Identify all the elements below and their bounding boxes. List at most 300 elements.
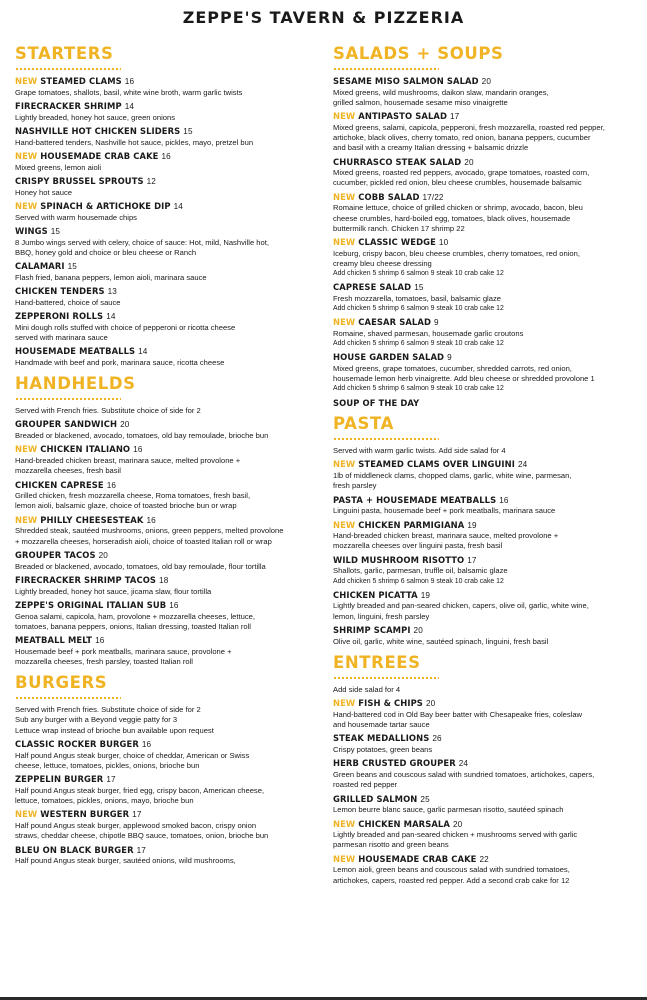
description-line: Romaine, shaved parmesan, housemade garlic croutons [333,328,524,338]
section-title: ENTREES [333,652,421,672]
section-title: PASTA [333,414,394,434]
item-description [15,88,315,98]
item-price: 24 [458,759,469,769]
description-line: Handmade with beef and pork, marinara sauce, ricotta cheese [15,357,225,367]
item-name: PHILLY CHEESESTEAK [40,514,144,525]
menu-item-crispy-brussel-sprouts [15,176,315,198]
item-price: 20 [413,626,423,636]
item-description [15,163,315,173]
item-price: 15 [50,226,61,236]
item-description [15,188,315,198]
menu-item-steamed-clams-over-linguini [333,459,633,491]
item-price: 14 [173,201,183,211]
item-price: 17 [136,845,146,855]
description-line: Half pound Angus steak burger, fried egg, crispy bacon, American cheese, [15,785,265,795]
description-line: Crispy potatoes, green beans [333,744,433,754]
description-line: and housemade tartar sauce [333,720,430,729]
item-name: ANTIPASTO SALAD [358,111,448,122]
item-name: SPINACH & ARTICHOKE DIP [40,200,171,211]
description-line: lettuce, tomatoes, pickles, onions, mayo, brioche bun [15,795,194,805]
item-heading [15,201,315,213]
menu-item-firecracker-shrimp-tacos [15,575,315,597]
item-name: ZEPPERONI ROLLS [15,311,104,322]
item-price: 17/22 [422,192,444,202]
new-badge: NEW [333,191,356,202]
item-description [15,431,315,441]
item-description [15,238,315,258]
item-price: 20 [481,77,491,86]
item-name: STEAK MEDALLIONS [333,733,430,744]
description-line: mozzarella cheeses, fresh basil [15,466,121,476]
item-name: HOUSEMADE MEATBALLS [15,346,136,357]
description-line: parmesan risotto and green beans [333,840,449,850]
item-addons: Add chicken 5 shrimp 6 salmon 9 steak 10 crab cake 12 [333,340,504,348]
item-price: 19 [420,590,431,600]
description-line: mozzarella cheeses, fresh parsley, toasted Italian roll [15,656,193,666]
item-description [15,456,315,476]
menu-item-firecracker-shrimp [15,101,315,123]
description-line: BBQ, honey gold and choice or bleu cheese or Ranch [15,247,197,257]
description-line: and basil with a creamy Italian dressing + balsamic drizzle [333,143,529,153]
item-name: BLEU ON BLACK BURGER [15,844,134,855]
item-description [333,745,633,755]
menu-item-chicken-caprese [15,480,315,512]
item-addons: Add chicken 5 shrimp 6 salmon 9 steak 10 crab cake 12 [333,577,504,585]
item-name: SESAME MISO SALMON SALAD [333,76,479,86]
section-pasta [333,414,633,647]
item-heading [333,495,633,507]
item-heading [333,794,633,806]
new-badge: NEW [333,818,356,829]
menu-item-caprese-salad [333,282,633,314]
description-line: artichokes, capers, roasted red pepper. Add a second crab cake for 12 [333,875,570,885]
dotted-divider [333,67,439,71]
item-name: COBB SALAD [358,191,420,202]
item-description [15,751,315,771]
item-name: STEAMED CLAMS [40,76,122,86]
item-name: STEAMED CLAMS OVER LINGUINI [358,459,515,470]
description-line: Linguini pasta, housemade beef + pork meatballs, marinara sauce [333,506,556,516]
item-description [15,273,315,283]
description-line: Half pound Angus steak burger, sautéed onions, wild mushrooms, [15,856,236,866]
menu-item-grouper-sandwich [15,419,315,441]
item-name: CHICKEN PARMIGIANA [358,519,465,530]
item-heading [15,419,315,431]
item-heading [15,311,315,323]
item-description [333,805,633,815]
description-line: lemon aioli, balsamic glaze, choice of toasted brioche bun or wrap [15,501,237,511]
item-description [15,491,315,511]
item-price: 20 [98,550,108,560]
menu-item-grouper-tacos [15,550,315,572]
item-heading [15,515,315,527]
right-menu-column [333,44,633,892]
item-heading [15,550,315,562]
description-line: Hand-battered tenders, Nashville hot sauce, pickles, mayo, pretzel bun [15,137,254,147]
item-description [333,88,633,108]
description-line: Lightly breaded, honey hot sauce, green onions [15,112,176,122]
item-heading [15,480,315,492]
item-heading [15,101,315,113]
item-heading [15,845,315,857]
description-line: Mixed greens, lemon aioli [15,162,102,172]
item-heading [15,126,315,138]
menu-item-classic-wedge [333,237,633,279]
menu-item-chicken-parmigiana [333,520,633,552]
item-description [333,566,633,576]
item-price: 16 [124,77,135,86]
new-badge: NEW [333,111,356,122]
section-entrees [333,653,633,886]
description-line: Flash fried, banana peppers, lemon aioli, marinara sauce [15,272,207,282]
item-name: SHRIMP SCAMPI [333,625,411,636]
section-note: Served with French fries. Substitute choice of side for 2 [15,705,201,715]
item-heading [333,555,633,567]
item-price: 14 [124,101,134,111]
item-price: 17 [106,775,116,785]
menu-item-housemade-crab-cake [333,854,633,886]
section-title: SALADS + SOUPS [333,44,504,63]
item-description [333,601,633,621]
description-line: Lightly breaded, honey hot sauce, jicama slaw, flour tortilla [15,586,212,596]
menu-item-chicken-tenders [15,286,315,308]
description-line: Hand-breaded chicken breast, marinara sauce, melted provolone + [15,456,241,466]
item-price: 15 [183,126,193,136]
item-addons: Add chicken 5 shrimp 6 salmon 9 steak 10 crab cake 12 [333,305,504,313]
menu-item-grilled-salmon [333,794,633,816]
new-badge: NEW [15,809,38,820]
menu-item-zepperoni-rolls [15,311,315,343]
item-price: 17 [467,555,477,565]
item-heading [333,520,633,532]
dotted-divider [333,676,439,680]
new-badge: NEW [333,459,356,470]
item-heading [15,600,315,612]
item-description [15,298,315,308]
menu-item-western-burger [15,809,315,841]
menu-item-philly-cheesesteak [15,515,315,547]
section-title: BURGERS [15,673,108,693]
left-menu-column [15,44,315,872]
item-heading [333,76,633,88]
item-price: 12 [146,176,156,186]
menu-item-zeppe-s-original-italian-sub [15,600,315,632]
description-line: cucumber, pickled red onion, bleu cheese crumbles, housemade balsamic [333,178,582,188]
description-line: Hand-battered cod in Old Bay beer batter with Chesapeake fries, coleslaw [333,709,583,719]
item-name: PASTA + HOUSEMADE MEATBALLS [333,494,497,505]
item-description [15,612,315,632]
item-name: CRISPY BRUSSEL SPROUTS [15,175,144,186]
item-name: CHICKEN CAPRESE [15,479,104,490]
description-line: Lemon aioli, green beans and couscous salad with sundried tomatoes, [333,865,570,875]
menu-item-classic-rocker-burger [15,739,315,771]
item-name: CHICKEN TENDERS [15,286,105,297]
item-name: SOUP OF THE DAY [333,397,420,408]
item-description [15,113,315,123]
item-name: CAESAR SALAD [358,317,431,328]
section-note: Served with French fries. Substitute choice of side for 2 [15,406,201,416]
item-heading [15,575,315,587]
item-description [15,856,315,866]
item-heading [333,733,633,745]
item-name: FIRECRACKER SHRIMP [15,100,122,111]
item-name: GRILLED SALMON [333,793,418,804]
description-line: cheese crumbles, hard-boiled egg, tomatoes, black olives, housemade [333,213,571,223]
dotted-divider [15,67,121,71]
item-price: 14 [106,312,116,322]
item-description [333,329,633,339]
section-note: Add side salad for 4 [333,684,401,694]
item-description [333,364,633,384]
item-name: CHICKEN ITALIANO [40,444,131,455]
item-description [333,203,633,234]
item-name: ZEPPELIN BURGER [15,774,104,785]
item-heading [333,317,633,329]
item-description [333,249,633,269]
item-heading [15,809,315,821]
item-heading [333,237,633,249]
menu-item-nashville-hot-chicken-sliders [15,126,315,148]
item-price: 16 [141,739,152,749]
item-name: WESTERN BURGER [40,809,130,820]
new-badge: NEW [333,237,356,248]
new-badge: NEW [333,853,356,864]
item-price: 20 [464,157,474,167]
item-description [15,138,315,148]
new-badge: NEW [15,76,38,86]
section-note: Served with warm garlic twists. Add side salad for 4 [333,446,506,456]
item-price: 20 [120,420,130,430]
item-name: ZEPPE'S ORIGINAL ITALIAN SUB [15,599,167,610]
item-price: 18 [159,575,169,585]
item-heading [15,76,315,88]
menu-item-spinach-and-artichoke-dip [15,201,315,223]
description-line: Mixed greens, roasted red peppers, avocado, grape tomatoes, roasted corn, [333,168,590,178]
item-name: HOUSEMADE CRAB CAKE [40,150,159,161]
item-description [15,358,315,368]
item-description [333,865,633,885]
item-price: 10 [438,238,449,248]
menu-item-fish-and-chips [333,698,633,730]
description-line: Housemade beef + pork meatballs, marinara sauce, provolone + [15,646,232,656]
item-price: 22 [479,854,489,864]
item-price: 17 [132,810,142,820]
menu-item-shrimp-scampi [333,625,633,647]
item-price: 16 [95,636,105,646]
description-line: Served with warm housemade chips [15,212,137,222]
item-description [15,213,315,223]
item-name: HOUSEMADE CRAB CAKE [358,853,477,864]
item-heading [15,176,315,188]
item-name: CHICKEN MARSALA [358,818,450,829]
menu-item-churrasco-steak-salad [333,157,633,189]
item-description [15,786,315,806]
menu-item-calamari [15,261,315,283]
item-heading [333,398,633,409]
description-line: Shallots, garlic, parmesan, truffle oil, balsamic glaze [333,566,508,576]
section-note: Sub any burger with a Beyond veggie patty for 3 [15,715,178,725]
item-description [333,168,633,188]
item-name: CHICKEN PICATTA [333,589,418,600]
item-name: FISH & CHIPS [358,698,423,709]
menu-item-zeppelin-burger [15,774,315,806]
item-addons: Add chicken 5 shrimp 6 salmon 9 steak 10 crab cake 12 [333,270,504,278]
description-line: Half pound Angus steak burger, choice of cheddar, American or Swiss [15,750,250,760]
item-description [333,710,633,730]
description-line: Shredded steak, sautéed mushrooms, onions, green peppers, melted provolone [15,526,284,536]
section-starters [15,44,315,368]
item-heading [333,625,633,637]
item-heading [333,282,633,294]
description-line: Hand-battered, choice of sauce [15,297,121,307]
item-price: 17 [450,112,460,122]
menu-item-house-garden-salad [333,352,633,394]
new-badge: NEW [333,317,356,328]
item-price: 13 [107,287,117,297]
menu-item-pasta-plus-housemade-meatballs [333,495,633,517]
description-line: creamy bleu cheese dressing [333,258,432,268]
item-price: 16 [106,480,117,490]
item-heading [333,192,633,204]
item-heading [15,444,315,456]
description-line: 8 Jumbo wings served with celery, choice of sauce: Hot, mild, Nashville hot, [15,237,269,247]
menu-item-chicken-italiano [15,444,315,476]
item-heading [333,352,633,364]
dotted-divider [15,696,121,700]
item-price: 14 [138,347,148,357]
item-description [333,531,633,551]
item-name: WINGS [15,225,48,236]
restaurant-title: ZEPPE'S TAVERN & PIZZERIA [182,8,465,27]
item-name: CLASSIC ROCKER BURGER [15,738,139,749]
item-heading [15,346,315,358]
item-name: HOUSE GARDEN SALAD [333,352,445,363]
menu-item-steak-medallions [333,733,633,755]
description-line: Fresh mozzarella, tomatoes, basil, balsamic glaze [333,293,501,303]
item-heading [333,758,633,770]
item-heading [15,739,315,751]
item-heading [15,151,315,163]
description-line: mozzarella cheeses over linguini pasta, fresh basil [333,541,503,551]
description-line: grilled salmon, housemade sesame miso vinaigrette [333,97,508,107]
menu-item-steamed-clams [15,76,315,98]
item-price: 16 [146,515,156,525]
description-line: Mixed greens, wild mushrooms, daikon slaw, mandarin oranges, [333,87,549,97]
item-name: CHURRASCO STEAK SALAD [333,156,462,167]
item-heading [333,459,633,471]
item-name: HERB CRUSTED GROUPER [333,758,456,769]
item-price: 26 [432,734,442,744]
item-description [333,637,633,647]
item-description [333,770,633,790]
menu-item-meatball-melt [15,635,315,667]
item-name: GROUPER TACOS [15,549,96,560]
item-heading [15,286,315,298]
section-note: Lettuce wrap instead of brioche bun available upon request [15,725,214,735]
item-description [15,587,315,597]
item-description [15,562,315,572]
item-heading [333,819,633,831]
section-handhelds [15,374,315,667]
description-line: Breaded or blackened, avocado, tomatoes, old bay remoulade, flour tortilla [15,561,266,571]
description-line: fresh parsley [333,481,377,491]
description-line: + mozzarella cheeses, horseradish aioli, choice of toasted Italian roll or wrap [15,536,272,546]
menu-item-soup-of-the-day [333,398,633,409]
item-name: MEATBALL MELT [15,635,93,646]
description-line: cheese, lettuce, tomatoes, pickles, onions, brioche bun [15,760,200,770]
item-heading [333,698,633,710]
menu-item-chicken-marsala [333,819,633,851]
menu-item-chicken-picatta [333,590,633,622]
description-line: Iceburg, crispy bacon, bleu cheese crumbles, cherry tomatoes, red onion, [333,248,580,258]
description-line: buttermilk ranch. Chicken 17 shrimp 22 [333,223,465,233]
description-line: Mixed greens, grape tomatoes, cucumber, shredded carrots, red onion, [333,363,572,373]
item-price: 16 [169,600,179,610]
item-price: 19 [467,520,477,530]
item-price: 15 [67,262,77,272]
item-name: CAPRESE SALAD [333,282,412,293]
item-description [333,471,633,491]
new-badge: NEW [15,200,38,211]
description-line: Breaded or blackened, avocado, tomatoes, old bay remoulade, brioche bun [15,431,269,441]
menu-item-caesar-salad [333,317,633,349]
description-line: housemade lemon herb vinaigrette. Add bleu cheese or shredded provolone 1 [333,374,595,384]
description-line: tomatoes, banana peppers, onions, Italian dressing, toasted Italian roll [15,621,251,631]
section-title: STARTERS [15,44,114,63]
section-burgers [15,673,315,866]
menu-item-cobb-salad [333,192,633,234]
item-addons: Add chicken 5 shrimp 6 salmon 9 steak 10 crab cake 12 [333,385,504,393]
new-badge: NEW [15,514,38,525]
description-line: Grilled chicken, fresh mozzarella cheese, Roma tomatoes, fresh basil, [15,491,251,501]
item-heading [15,261,315,273]
description-line: artichoke, black olives, cherry tomato, red onion, banana peppers, cucumber [333,132,591,142]
menu-item-wild-mushroom-risotto [333,555,633,587]
new-badge: NEW [333,519,356,530]
item-price: 15 [414,283,424,293]
item-description [333,294,633,304]
item-heading [15,774,315,786]
item-price: 20 [452,819,463,829]
description-line: Lemon beurre blanc sauce, garlic parmesan risotto, sautéed spinach [333,805,564,815]
dotted-divider [333,437,439,441]
item-description [15,526,315,546]
item-description [333,830,633,850]
description-line: 1lb of middleneck clams, chopped clams, garlic, white wine, parmesan, [333,471,572,481]
item-heading [15,226,315,238]
item-price: 9 [447,353,452,363]
description-line: Grape tomatoes, shallots, basil, white wine broth, warm garlic twists [15,87,243,97]
description-line: Honey hot sauce [15,187,72,197]
menu-item-sesame-miso-salmon-salad [333,76,633,108]
item-name: GROUPER SANDWICH [15,419,118,430]
item-description [333,506,633,516]
description-line: Romaine lettuce, choice of grilled chicken or shrimp, avocado, bacon, bleu [333,203,583,213]
item-price: 16 [133,445,143,455]
description-line: Green beans and couscous salad with sundried tomatoes, artichokes, capers, [333,769,595,779]
dotted-divider [15,397,121,401]
item-name: WILD MUSHROOM RISOTTO [333,554,465,565]
item-description [15,821,315,841]
item-price: 16 [161,151,171,161]
menu-item-housemade-meatballs [15,346,315,368]
item-heading [333,157,633,169]
description-line: Half pound Angus steak burger, applewood smoked bacon, crispy onion [15,820,257,830]
menu-item-wings [15,226,315,258]
new-badge: NEW [15,150,38,161]
menu-item-bleu-on-black-burger [15,845,315,867]
item-price: 16 [499,495,509,505]
